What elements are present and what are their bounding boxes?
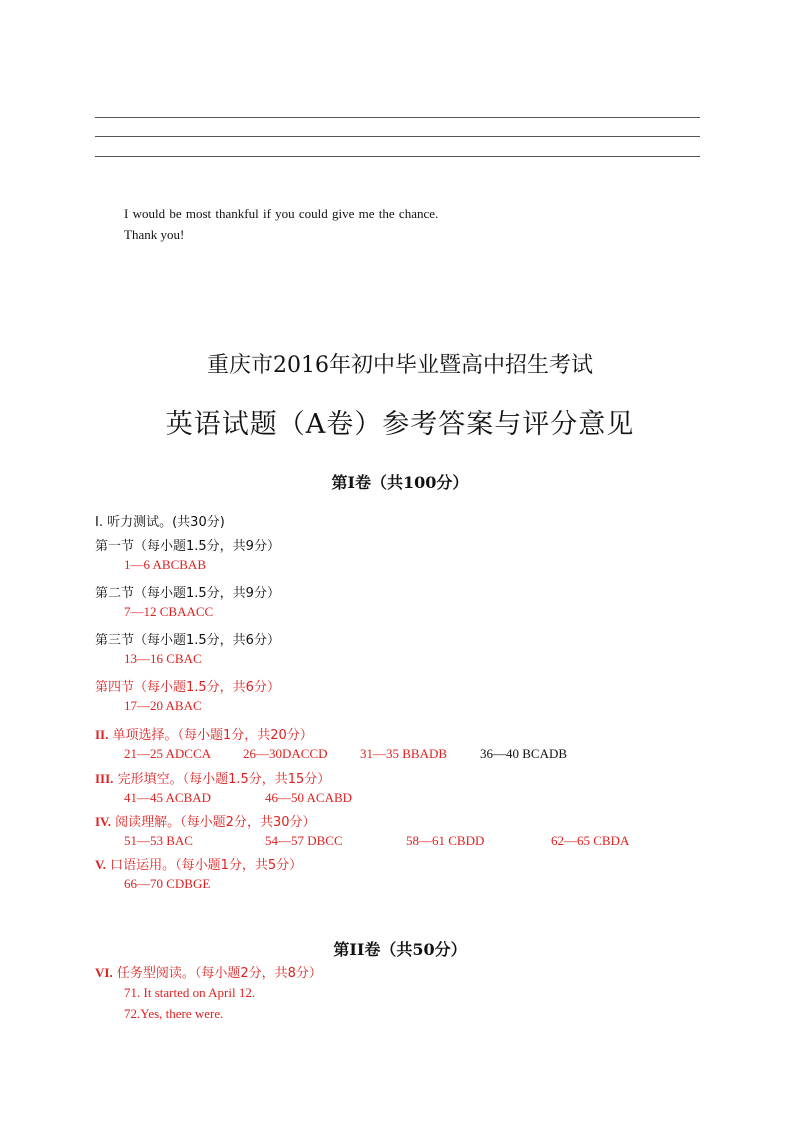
part1-heading: 第I卷（共100分）: [331, 473, 469, 492]
s4-answer-4: 62—65 CBDA: [551, 833, 630, 848]
sub1-answer: 1—6 ABCBAB: [124, 557, 206, 572]
writing-line-3: [95, 156, 700, 157]
section2-number: II.: [95, 727, 109, 742]
s2-answer-2: 26—30DACCD: [243, 746, 328, 761]
s6-answer-1: 71. It started on April 12.: [124, 985, 256, 1000]
section6-title: 任务型阅读。（每小题2分，共8分）: [116, 966, 322, 981]
section4-heading: [95, 811, 316, 830]
section2-heading: [95, 724, 313, 743]
exam-title: 重庆市2016年初中毕业暨高中招生考试: [207, 353, 593, 378]
s4-answer-3: 58—61 CBDD: [406, 833, 485, 848]
sub2-heading: 第二节（每小题1.5分，共9分）: [95, 586, 280, 601]
section1-heading: I. 听力测试。(共30分): [95, 515, 225, 530]
subject-title: 英语试题（A卷）参考答案与评分意见: [165, 409, 635, 440]
sub4-answer: 17—20 ABAC: [124, 698, 202, 713]
section3-heading: [95, 768, 330, 787]
s3-answer-2: 46—50 ACABD: [265, 790, 353, 805]
section4-title: 阅读理解。（每小题2分，共30分）: [115, 815, 316, 830]
section6-heading: [95, 962, 322, 981]
section3-title: 完形填空。（每小题1.5分，共15分）: [117, 772, 331, 787]
sub4-heading: 第四节（每小题1.5分，共6分）: [95, 680, 280, 695]
section6-number: VI.: [95, 965, 113, 980]
writing-line-1: [95, 117, 700, 118]
sub1-heading: 第一节（每小题1.5分，共9分）: [95, 539, 280, 554]
section5-heading: [95, 854, 302, 873]
letter-line-2: Thank you!: [124, 227, 185, 242]
section4-number: IV.: [95, 814, 112, 829]
s4-answer-2: 54—57 DBCC: [265, 833, 343, 848]
s2-answer-4: 36—40 BCADB: [480, 746, 568, 761]
section3-number: III.: [95, 771, 114, 786]
s4-answer-1: 51—53 BAC: [124, 833, 193, 848]
s5-answer-1: 66—70 CDBGE: [124, 876, 211, 891]
s6-answer-2: 72.Yes, there were.: [124, 1006, 224, 1021]
section5-title: 口语运用。（每小题1分，共5分）: [110, 858, 303, 873]
s2-answer-1: 21—25 ADCCA: [124, 746, 212, 761]
sub3-answer: 13—16 CBAC: [124, 651, 202, 666]
letter-line-1: I would be most thankful if you could give me the chance.: [124, 206, 439, 221]
sub2-answer: 7—12 CBAACC: [124, 604, 214, 619]
s3-answer-1: 41—45 ACBAD: [124, 790, 212, 805]
section5-number: V.: [95, 857, 106, 872]
section2-title: 单项选择。（每小题1分，共20分）: [112, 728, 313, 743]
part2-heading: 第II卷（共50分）: [333, 940, 467, 959]
writing-line-2: [95, 136, 700, 137]
s2-answer-3: 31—35 BBADB: [360, 746, 448, 761]
sub3-heading: 第三节（每小题1.5分，共6分）: [95, 633, 280, 648]
